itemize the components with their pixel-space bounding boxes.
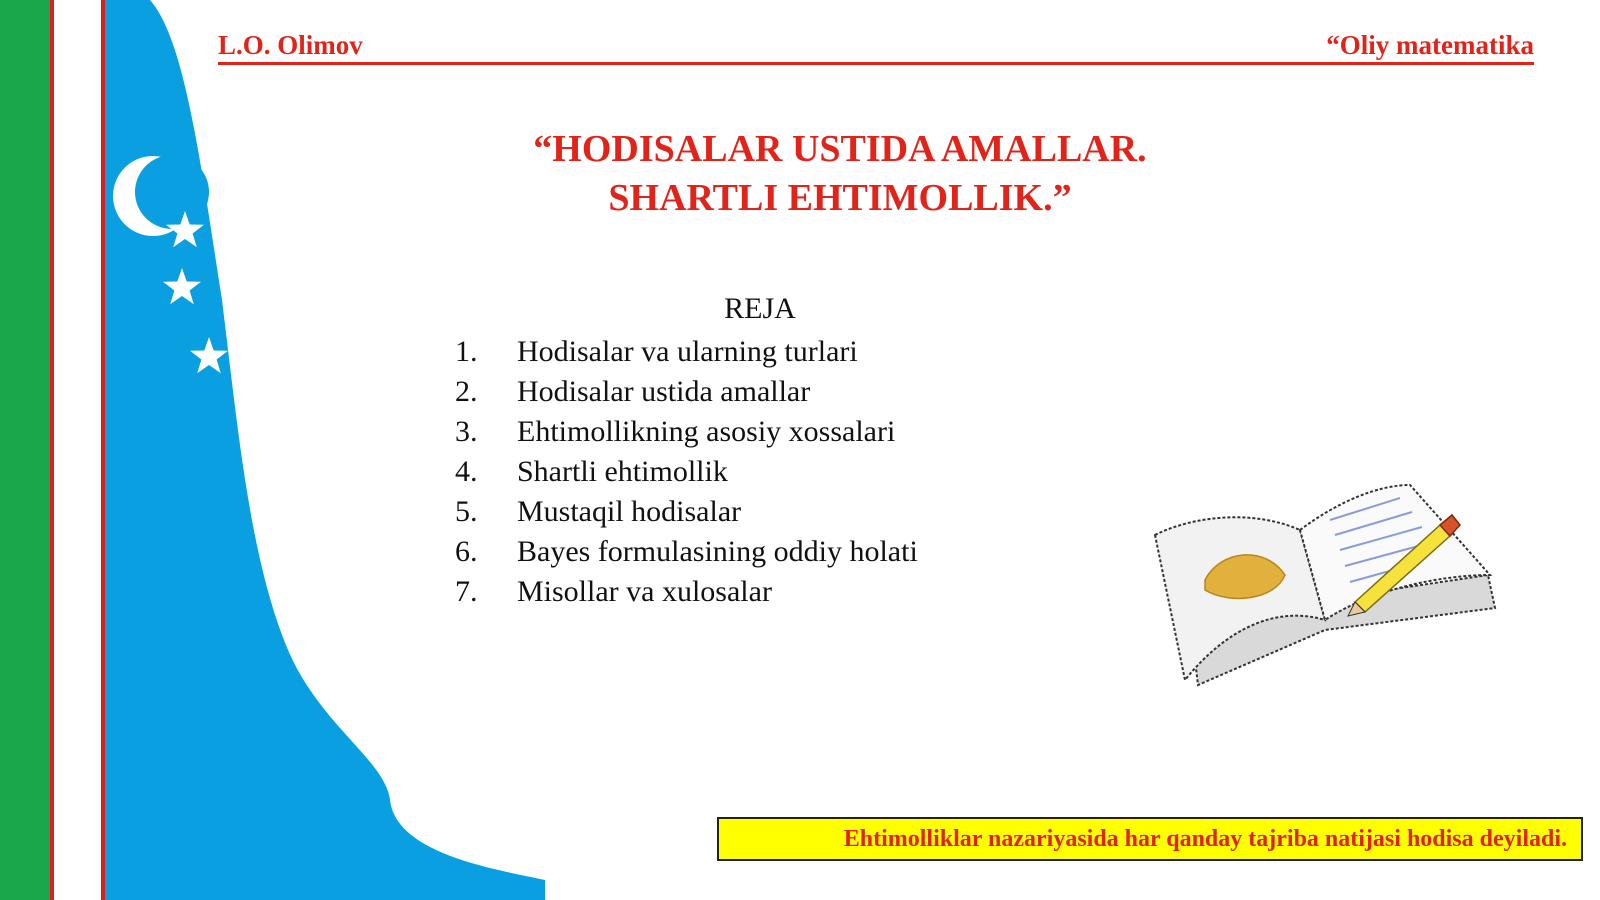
list-number: 7. [455,575,478,608]
list-text: Ehtimollikning asosiy xossalari [517,415,896,448]
list-number: 3. [455,415,478,448]
list-text: Hodisalar va ularning turlari [517,335,858,368]
list-item [455,532,918,572]
list-item [455,372,918,412]
plan-list [455,332,918,612]
definition-note [717,817,1583,861]
list-text: Bayes formulasining oddiy holati [517,535,918,568]
list-number: 1. [455,335,478,368]
list-text: Misollar va xulosalar [517,575,772,608]
title-line-1: “HODISALAR USTIDA AMALLAR. [533,128,1147,170]
list-text: Shartli ehtimollik [517,455,728,488]
list-number: 6. [455,535,478,568]
open-book-icon [1150,480,1520,720]
list-number: 2. [455,375,478,408]
list-item [455,332,918,372]
title-line-2: SHARTLI EHTIMOLLIK.” [608,177,1072,219]
list-text: Mustaqil hodisalar [517,495,742,528]
author-name: L.O. Olimov [218,30,363,60]
list-number: 5. [455,495,478,528]
list-item [455,452,918,492]
list-text: Hodisalar ustida amallar [517,375,811,408]
list-item [455,412,918,452]
course-title: “Oliy matematika [1326,30,1534,60]
slide-title [440,125,1240,223]
list-number: 4. [455,455,478,488]
definition-text: Ehtimolliklar nazariyasida har qanday tajriba natijasi hodisa deyiladi. [843,826,1567,852]
slide-header [218,28,1534,65]
list-item [455,572,918,612]
plan-heading: REJA [724,292,796,325]
list-item [455,492,918,532]
